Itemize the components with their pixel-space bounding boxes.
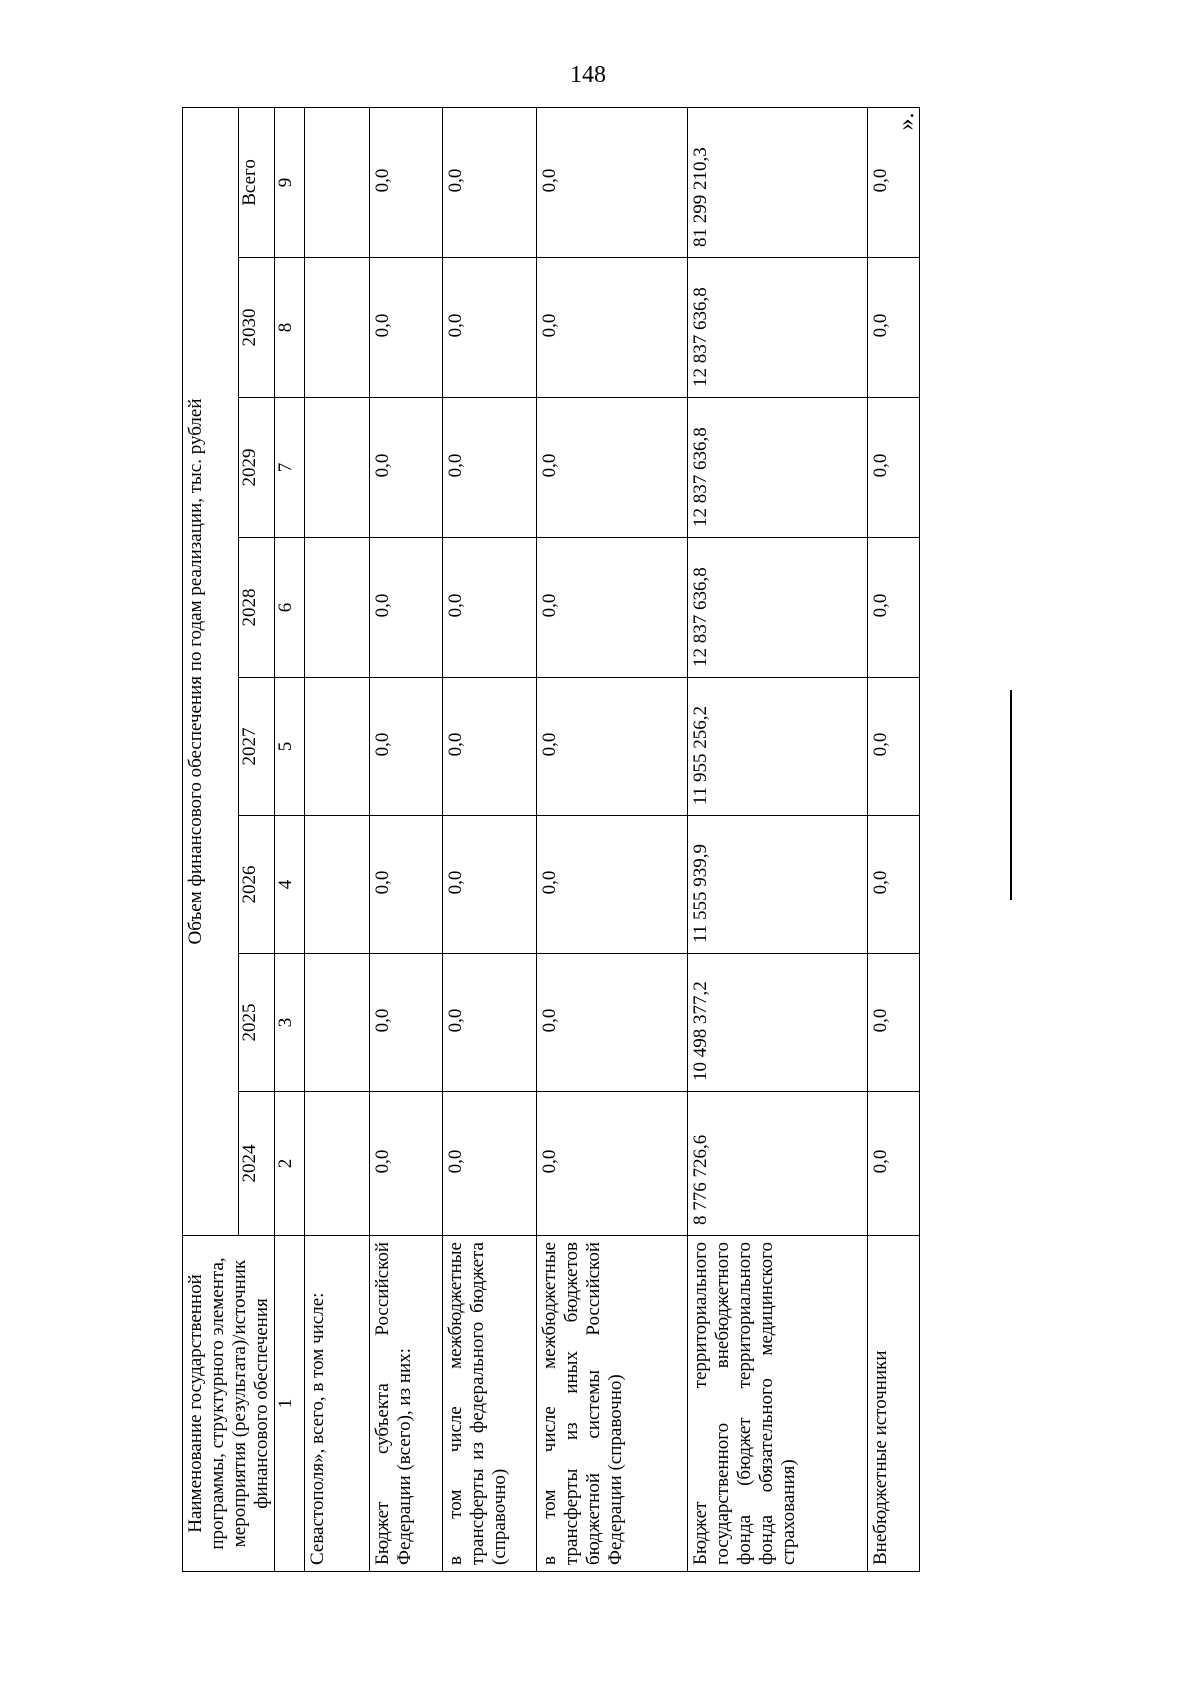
table-cell: 0,0 [537,107,688,257]
table-cell: 12 837 636,8 [688,538,868,678]
row-label: Бюджет территориального государственного внебюджетного фонда (бюджет территориального фонда обязательного медицинского страхования) [688,1236,868,1572]
table-row [370,107,443,1571]
header-financing-volume: Объем финансового обеспечения по годам реализации, тыс. рублей [183,107,239,1235]
header-total: Всего [239,107,275,257]
table-cell: 11 555 939,9 [688,816,868,954]
financing-table-container [182,108,892,1572]
table-row [443,107,537,1571]
table-cell: 0,0 [443,954,537,1092]
table-cell: 0,0 [537,398,688,538]
table-cell: 0,0 [370,107,443,257]
row-label: в том числе межбюджетные трансферты из иных бюджетов бюджетной системы Российской Федерации (справочно) [537,1236,688,1572]
table-cell: 0,0 [443,1092,537,1236]
row-label: Внебюджетные источники [868,1236,920,1572]
table-cell: 0,0 [443,816,537,954]
column-index: 4 [275,816,305,954]
column-index: 7 [275,398,305,538]
table-cell: 0,0 [868,107,920,257]
table-cell: 0,0 [370,678,443,816]
table-cell: 12 837 636,8 [688,398,868,538]
table-cell: 11 955 256,2 [688,678,868,816]
column-index: 1 [275,1236,305,1572]
row-label: в том числе межбюджетные трансферты из федерального бюджета (справочно) [443,1236,537,1572]
table-cell [305,538,370,678]
table-cell [305,258,370,398]
table-cell: 0,0 [370,816,443,954]
table-cell: 0,0 [868,1092,920,1236]
table-cell: 0,0 [370,398,443,538]
index-row [275,107,305,1571]
header-year: 2027 [239,678,275,816]
table-cell: 0,0 [868,258,920,398]
header-year: 2026 [239,816,275,954]
table-cell: 0,0 [443,258,537,398]
table-cell [305,954,370,1092]
financing-table [182,107,920,1572]
table-cell: 0,0 [537,538,688,678]
column-index: 2 [275,1092,305,1236]
row-label: Бюджет субъекта Российской Федерации (всего), из них: [370,1236,443,1572]
table-row [537,107,688,1571]
table-cell: 0,0 [537,954,688,1092]
table-cell: 10 498 377,2 [688,954,868,1092]
header-year: 2029 [239,398,275,538]
table-cell: 0,0 [868,398,920,538]
table-cell: 0,0 [370,258,443,398]
table-cell: 0,0 [443,398,537,538]
row-label: Севастополя», всего, в том числе: [305,1236,370,1572]
table-cell: 0,0 [370,954,443,1092]
header-year: 2024 [239,1092,275,1236]
table-cell: 12 837 636,8 [688,258,868,398]
table-cell: 0,0 [370,1092,443,1236]
column-index: 5 [275,678,305,816]
table-cell [305,398,370,538]
table-cell: 81 299 210,3 [688,107,868,257]
table-cell: 0,0 [868,538,920,678]
header-year: 2030 [239,258,275,398]
header-program-name: Наименование государственной программы, структурного элемента, мероприятия (результата)/источник финансового обеспечения [183,1236,275,1572]
table-row [305,107,370,1571]
table-cell [305,1092,370,1236]
table-cell: 8 776 726,6 [688,1092,868,1236]
table-cell [305,678,370,816]
table-cell: 0,0 [537,678,688,816]
table-cell: 0,0 [537,258,688,398]
table-cell [305,107,370,257]
table-cell: 0,0 [443,678,537,816]
table-cell: 0,0 [537,816,688,954]
table-cell [305,816,370,954]
divider-line [1010,690,1012,900]
table-cell: 0,0 [443,107,537,257]
table-cell: 0,0 [868,678,920,816]
header-year: 2025 [239,954,275,1092]
table-cell: 0,0 [537,1092,688,1236]
column-index: 3 [275,954,305,1092]
table-cell: 0,0 [443,538,537,678]
table-row [688,107,868,1571]
table-cell: 0,0 [370,538,443,678]
column-index: 6 [275,538,305,678]
table-cell: 0,0 [868,816,920,954]
page-number: 148 [570,62,606,88]
rotated-table-frame [182,108,892,1572]
header-year: 2028 [239,538,275,678]
table-cell: 0,0 [868,954,920,1092]
closing-quote-mark: ». [893,112,920,131]
column-index: 8 [275,258,305,398]
column-index: 9 [275,107,305,257]
table-row [868,107,920,1571]
